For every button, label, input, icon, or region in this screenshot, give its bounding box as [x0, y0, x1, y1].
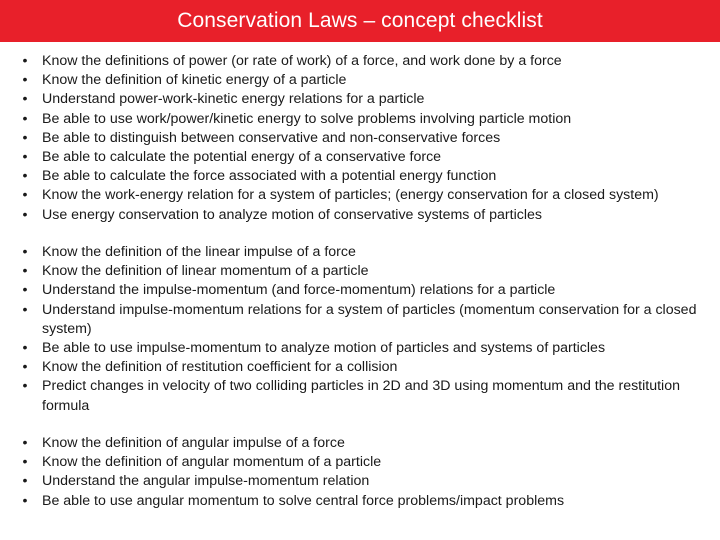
checklist-item-text: Understand impulse-momentum relations for a system of particles (momentum conservation for a closed system) [42, 301, 697, 337]
checklist-item-text: Be able to use work/power/kinetic energy to solve problems involving particle motion [42, 110, 572, 127]
checklist-item-text: Know the definition of angular impulse of a force [42, 435, 345, 452]
checklist-item-text: Use energy conservation to analyze motion of conservative systems of particles [42, 206, 542, 223]
bullet-icon: • [22, 110, 28, 127]
bullet-icon: • [22, 72, 28, 89]
bullet-icon: • [22, 168, 28, 185]
angular-momentum-checklist [0, 434, 720, 511]
checklist-item [0, 90, 720, 109]
bullet-icon: • [22, 378, 28, 395]
checklist-item [0, 453, 720, 472]
bullet-icon: • [22, 435, 28, 452]
checklist-item [0, 110, 720, 129]
checklist-item-text: Know the work-energy relation for a system of particles; (energy conservation for a closed system) [42, 187, 659, 204]
checklist-item [0, 358, 720, 377]
checklist-item [0, 281, 720, 300]
checklist-item [0, 492, 720, 511]
checklist-item-text: Know the definition of restitution coefficient for a collision [42, 359, 398, 376]
checklist-item [0, 472, 720, 491]
checklist-item-text: Understand the angular impulse-momentum relation [42, 473, 370, 490]
bullet-icon: • [22, 454, 28, 471]
checklist-item-text: Be able to calculate the potential energy of a conservative force [42, 149, 442, 166]
bullet-icon: • [22, 282, 28, 299]
bullet-icon: • [22, 244, 28, 261]
bullet-icon: • [22, 206, 28, 223]
bullet-icon: • [22, 340, 28, 357]
bullet-icon: • [22, 187, 28, 204]
checklist-item [0, 167, 720, 186]
checklist-item [0, 148, 720, 167]
checklist-item-text: Be able to calculate the force associated with a potential energy function [42, 168, 497, 185]
bullet-icon: • [22, 263, 28, 280]
bullet-icon: • [22, 359, 28, 376]
checklist-item-text: Understand power-work-kinetic energy relations for a particle [42, 91, 425, 108]
bullet-icon: • [22, 473, 28, 490]
checklist-item-text: Know the definition of kinetic energy of a particle [42, 72, 347, 89]
checklist-item-text: Know the definition of the linear impulse of a force [42, 244, 356, 261]
checklist-item-text: Know the definition of linear momentum of a particle [42, 263, 369, 280]
checklist-item-text: Know the definitions of power (or rate of work) of a force, and work done by a force [42, 53, 562, 69]
slide-title: Conservation Laws – concept checklist [177, 9, 543, 32]
checklist-item [0, 377, 720, 415]
linear-momentum-checklist [0, 243, 720, 416]
checklist-item [0, 243, 720, 262]
checklist-content [0, 52, 720, 529]
checklist-item [0, 262, 720, 281]
checklist-item [0, 186, 720, 205]
checklist-item-text: Understand the impulse-momentum (and force-momentum) relations for a particle [42, 282, 556, 299]
checklist-item [0, 52, 720, 71]
checklist-item [0, 71, 720, 90]
checklist-item-text: Know the definition of angular momentum of a particle [42, 454, 382, 471]
checklist-item [0, 339, 720, 358]
bullet-icon: • [22, 149, 28, 166]
checklist-item-text: Be able to use impulse-momentum to analyze motion of particles and systems of particles [42, 340, 606, 357]
bullet-icon: • [22, 129, 28, 146]
checklist-item [0, 434, 720, 453]
checklist-item-text: Predict changes in velocity of two colliding particles in 2D and 3D using momentum and the restitution formula [42, 378, 680, 414]
energy-checklist [0, 52, 720, 225]
bullet-icon: • [22, 492, 28, 509]
checklist-item [0, 301, 720, 339]
bullet-icon: • [22, 53, 28, 69]
bullet-icon: • [22, 301, 28, 318]
checklist-item-text: Be able to distinguish between conservative and non-conservative forces [42, 129, 501, 146]
checklist-item [0, 206, 720, 225]
checklist-item-text: Be able to use angular momentum to solve central force problems/impact problems [42, 492, 565, 509]
bullet-icon: • [22, 91, 28, 108]
checklist-item [0, 129, 720, 148]
title-bar [0, 0, 720, 42]
